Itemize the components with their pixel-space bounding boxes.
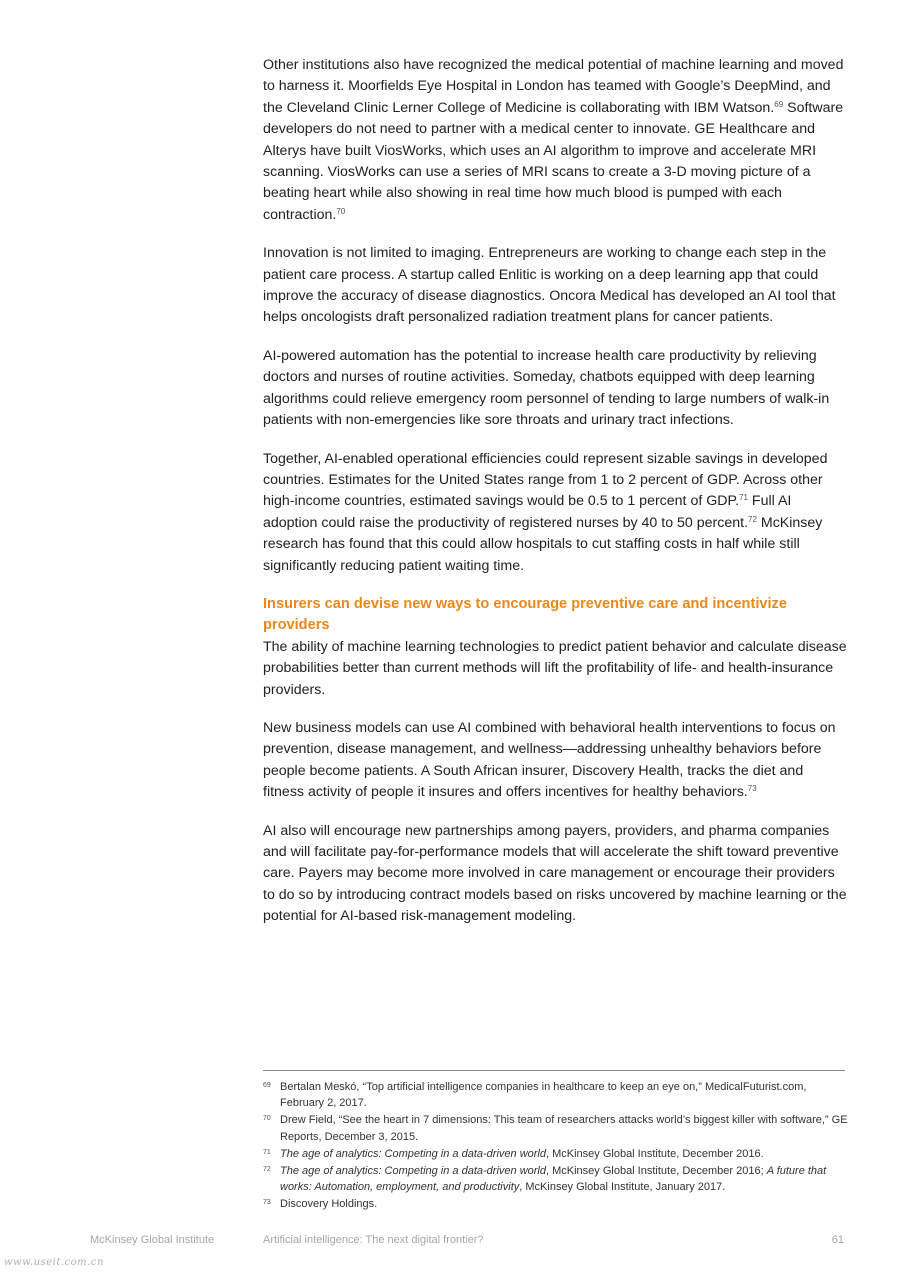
- footnote-item: [263, 1079, 848, 1111]
- footnote-number: 71: [263, 1148, 271, 1156]
- text-run: The ability of machine learning technologies to predict patient behavior and calculate disease probabilities better than current methods will lift the profitability of life- and health-insurance providers.: [263, 638, 847, 698]
- body-paragraph: [263, 637, 848, 701]
- page-number: 61: [831, 1234, 844, 1246]
- page-footer: [0, 1234, 905, 1250]
- footnote-reference: 69: [774, 99, 784, 109]
- text-run: Drew Field, “See the heart in 7 dimensions: This team of researchers attacks world’s biggest killer with software,” GE Reports, December 3, 2015.: [280, 1114, 848, 1143]
- text-run: Discovery Holdings.: [280, 1198, 378, 1211]
- text-run: , McKinsey Global Institute, January 2017.: [519, 1181, 726, 1194]
- footer-publisher: McKinsey Global Institute: [90, 1234, 215, 1246]
- body-paragraph: [263, 718, 848, 804]
- body-paragraph: [263, 55, 848, 226]
- text-run: Together, AI-enabled operational efficiencies could represent sizable savings in developed countries. Estimates for the United States range from 1 to 2 percent of GDP. Across other high-income countries, estimated savings would be 0.5 to 1 percent of GDP.: [263, 450, 828, 510]
- body-paragraph: [263, 449, 848, 577]
- italic-text: The age of analytics: Competing in a data-driven world: [280, 1165, 546, 1178]
- footnote-reference: 70: [336, 206, 346, 216]
- footnote-number: 69: [263, 1082, 271, 1089]
- footnote-item: [263, 1163, 848, 1195]
- italic-text: A future that works: Automation, employment, and productivity: [280, 1165, 827, 1194]
- text-run: AI also will encourage new partnerships among payers, providers, and pharma companies and will facilitate pay-for-performance models that will accelerate the shift toward preventive care. Payers may become more involved in care management or encourage their providers to do so by introducing contract models based on risks uncovered by machine learning or the potential for AI-based risk-management modeling.: [263, 822, 847, 925]
- text-run: McKinsey research has found that this could allow hospitals to cut staffing costs in half while still significantly reducing patient waiting time.: [263, 514, 823, 574]
- footer-report-title: Artificial intelligence: The next digital frontier?: [263, 1234, 484, 1246]
- text-run: Other institutions also have recognized the medical potential of machine learning and moved to harness it. Moorfields Eye Hospital in London has teamed with Google’s DeepMind, and the Cleveland Clinic Lerner College of Medicine is collaborating with IBM Watson.: [263, 57, 844, 116]
- footnote-reference: 71: [739, 493, 748, 503]
- footnote-text: [280, 1196, 848, 1212]
- footnote-reference: 72: [748, 514, 757, 524]
- footnote-text: [280, 1146, 848, 1162]
- footnote-reference: 73: [747, 784, 757, 794]
- footnotes: [263, 1079, 848, 1214]
- body-column: [263, 55, 848, 945]
- footnote-item: [263, 1146, 848, 1162]
- section-heading: Insurers can devise new ways to encourage preventive care and incentivize providers: [263, 595, 787, 634]
- footnote-number: 72: [263, 1166, 271, 1174]
- footnote-text: [280, 1079, 848, 1111]
- footnote-text: [280, 1112, 848, 1144]
- text-run: , McKinsey Global Institute, December 2016;: [545, 1165, 767, 1178]
- text-run: New business models can use AI combined with behavioral health interventions to focus on prevention, disease management, and wellness—addressing unhealthy behaviors before people become patients. A South African insurer, Discovery Health, tracks the diet and fitness activity of people it insures and offers incentives for healthy behaviors.: [263, 719, 836, 801]
- text-run: Software developers do not need to partner with a medical center to innovate. GE Healthcare and Alterys have built ViosWorks, which uses an AI algorithm to improve and accelerate MRI scanning. ViosWorks can use a series of MRI scans to create a 3-D moving picture of a beating heart while also showing in real time how much blood is pumped with each contraction.: [263, 99, 844, 223]
- watermark: www.useit.com.cn: [4, 1257, 104, 1268]
- footnote-number: 73: [263, 1199, 271, 1207]
- body-paragraph: [263, 821, 848, 928]
- text-run: Innovation is not limited to imaging. Entrepreneurs are working to change each step in the patient care process. A startup called Enlitic is working on a deep learning app that could improve the accuracy of disease diagnostics. Oncora Medical has developed an AI tool that helps oncologists draft personalized radiation treatment plans for cancer patients.: [263, 245, 836, 326]
- text-run: , McKinsey Global Institute, December 2016.: [545, 1147, 764, 1160]
- body-paragraph: [263, 346, 848, 432]
- footnote-number: 70: [263, 1115, 271, 1123]
- footnote-divider: [263, 1070, 845, 1071]
- footnote-item: [263, 1196, 848, 1212]
- italic-text: The age of analytics: Competing in a data-driven world: [280, 1147, 546, 1160]
- text-run: AI-powered automation has the potential to increase health care productivity by relieving doctors and nurses of routine activities. Someday, chatbots equipped with deep learning algorithms could relieve emergency room personnel of tending to large numbers of walk-in patients with non-emergencies like sore throats and urinary tract infections.: [263, 347, 830, 429]
- text-run: Bertalan Meskó, “Top artificial intelligence companies in healthcare to keep an eye on,” MedicalFuturist.com, February 2, 2017.: [280, 1081, 807, 1110]
- text-run: Full AI adoption could raise the productivity of registered nurses by 40 to 50 percent.: [263, 493, 792, 531]
- footnote-item: [263, 1112, 848, 1144]
- body-paragraph: [263, 243, 848, 329]
- footnote-text: [280, 1163, 848, 1195]
